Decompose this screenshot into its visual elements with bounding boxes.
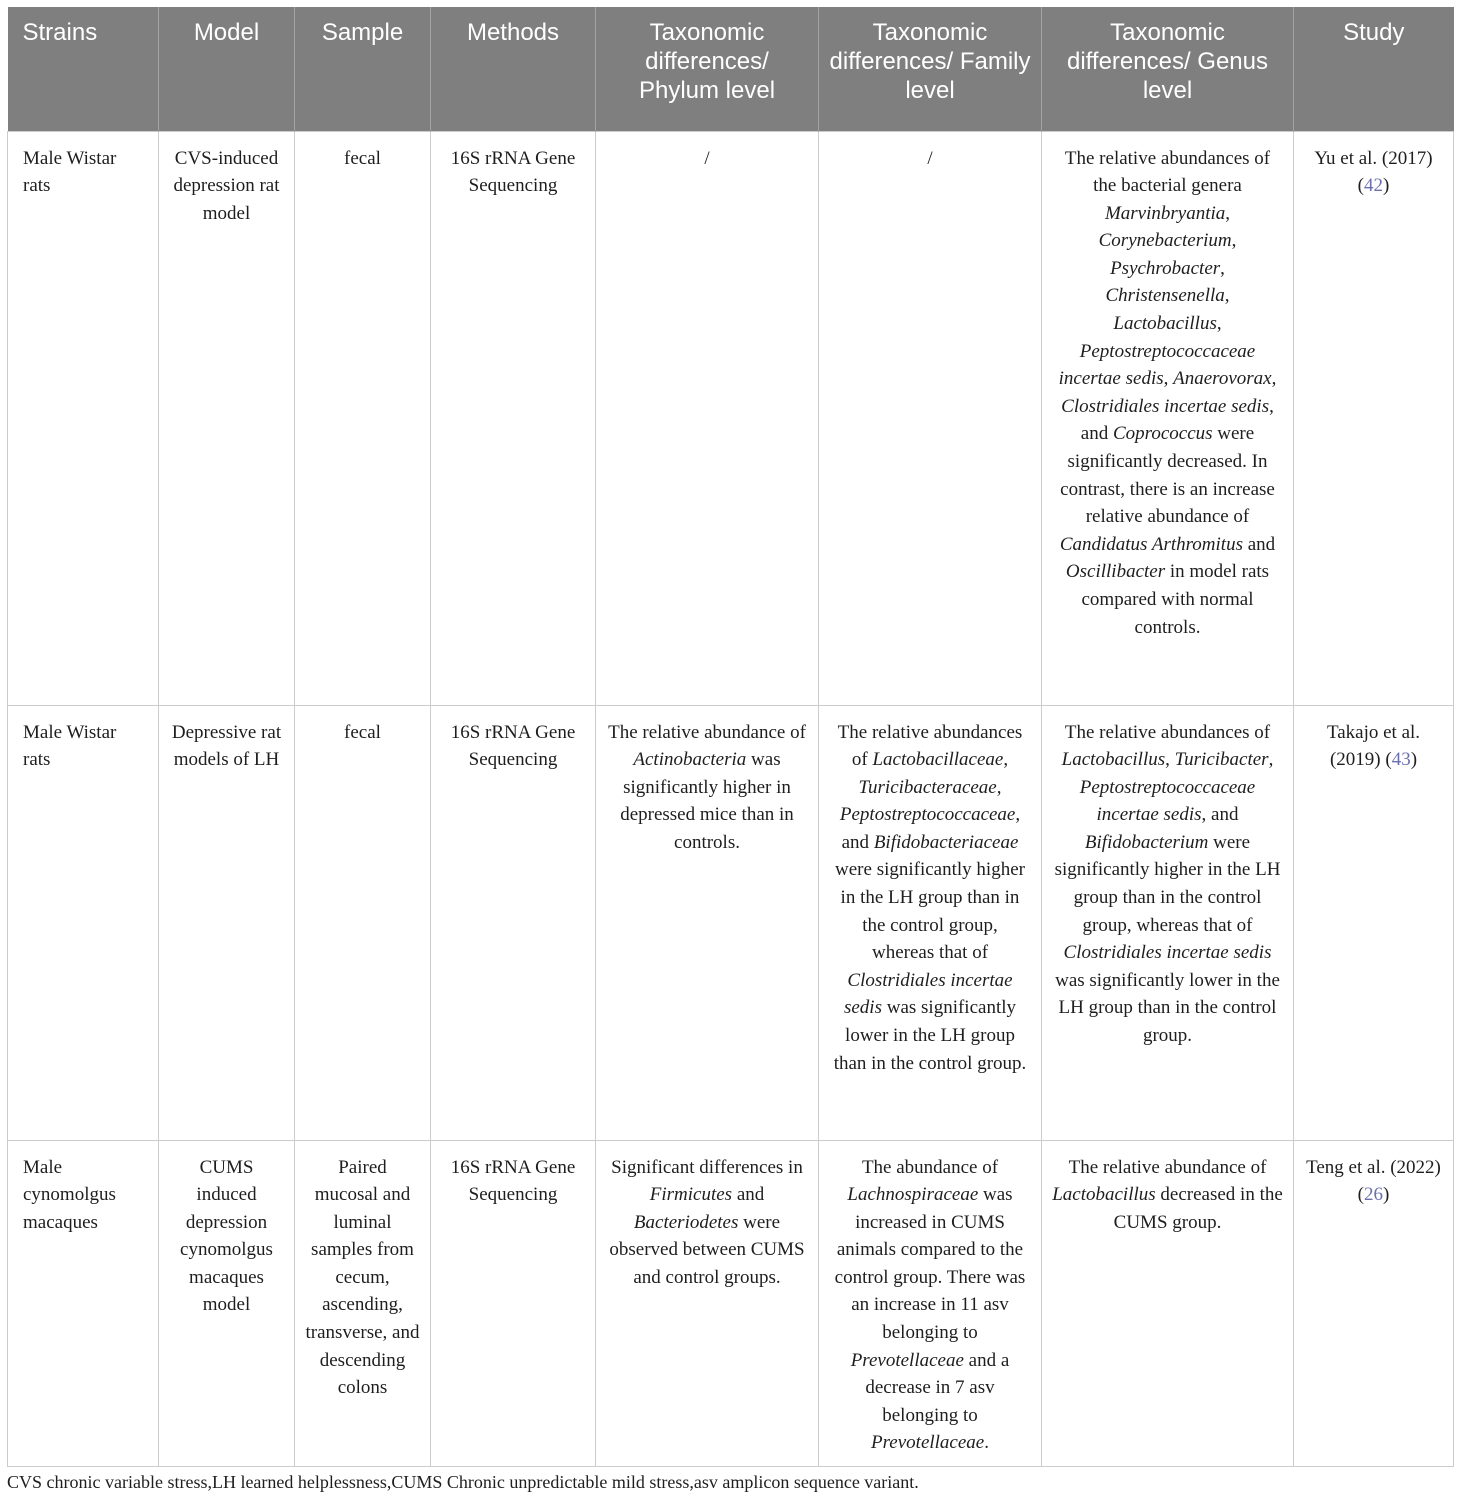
taxon-name: Bifidobacterium	[1084, 831, 1209, 853]
taxonomic-differences-table	[7, 7, 1454, 1467]
taxon-name: Prevotellaceae	[871, 1432, 985, 1454]
taxon-name: Oscillibacter	[1065, 561, 1166, 583]
taxon-name: Marvinbryantia	[1104, 202, 1226, 224]
taxon-name: Peptostreptococcaceae incertae sedis	[1079, 776, 1256, 826]
taxon-name: Candidatus Arthromitus	[1059, 533, 1243, 555]
cell-sample: fecal	[295, 705, 431, 1140]
cell-model: CUMS induced depression cynomolgus macaques model	[159, 1140, 295, 1466]
cell-family: /	[819, 131, 1042, 705]
cell-family: The abundance of Lachnospiraceae was increased in CUMS animals compared to the control group. There was an increase in 11 asv belonging to Prevotellaceae and a decrease in 7 asv belonging to Prevotellaceae.	[819, 1140, 1042, 1466]
cell-sample: fecal	[295, 131, 431, 705]
taxon-name: Lactobacillus	[1113, 313, 1217, 335]
table-row	[8, 1140, 1454, 1466]
taxon-name: Turicibacter	[1174, 749, 1269, 771]
table-footnote: CVS chronic variable stress,LH learned helplessness,CUMS Chronic unpredictable mild stress,asv amplicon sequence variant.	[7, 1472, 919, 1492]
taxon-name: Christensenella	[1105, 285, 1225, 307]
cell-strains: Male cynomolgus macaques	[8, 1140, 159, 1466]
cell-study	[1294, 1140, 1454, 1466]
taxon-name: Firmicutes	[649, 1184, 733, 1206]
taxon-name: Corynebacterium	[1098, 230, 1232, 252]
reference-link[interactable]: 43	[1391, 749, 1411, 771]
study-citation-close: )	[1410, 749, 1418, 771]
cell-genus: The relative abundances of Lactobacillus, Turicibacter, Peptostreptococcaceae incertae sedis, and Bifidobacterium were significantly higher in the LH group than in the control group, whereas that of Clostridiales incertae sedis was significantly lower in the LH group than in the control group.	[1042, 705, 1294, 1140]
cell-genus: The relative abundances of the bacterial genera Marvinbryantia, Corynebacterium, Psychrobacter, Christensenella, Lactobacillus, Peptostreptococcaceae incertae sedis, Anaerovorax, Clostridiales incertae sedis, and Coprococcus were significantly decreased. In contrast, there is an increase relative abundance of Candidatus Arthromitus and Oscillibacter in model rats compared with normal controls.	[1042, 131, 1294, 705]
taxon-name: Clostridiales incertae sedis	[1063, 942, 1272, 964]
cell-methods: 16S rRNA Gene Sequencing	[431, 131, 596, 705]
cell-model: Depressive rat models of LH	[159, 705, 295, 1140]
header-family: Taxonomic differences/ Family level	[819, 7, 1042, 131]
cell-phylum: Significant differences in Firmicutes and Bacteriodetes were observed between CUMS and control groups.	[596, 1140, 819, 1466]
study-citation: Teng et al. (2022) (	[1306, 1156, 1441, 1206]
taxon-name: Lactobacillaceae	[872, 749, 1004, 771]
taxon-name: Peptostreptococcaceae	[839, 804, 1016, 826]
cell-model: CVS-induced depression rat model	[159, 131, 295, 705]
taxon-name: Anaerovorax	[1173, 368, 1272, 390]
study-citation: Yu et al. (2017) (	[1314, 147, 1433, 197]
taxon-name: Actinobacteria	[633, 749, 747, 771]
table-header-row	[8, 7, 1454, 131]
taxon-name: Clostridiales incertae sedis	[843, 969, 1013, 1019]
header-model: Model	[159, 7, 295, 131]
study-citation-close: )	[1383, 175, 1390, 197]
study-citation: Takajo et al. (2019) (	[1326, 721, 1421, 771]
header-genus: Taxonomic differences/ Genus level	[1042, 7, 1294, 131]
cell-methods: 16S rRNA Gene Sequencing	[431, 1140, 596, 1466]
header-phylum: Taxonomic differences/ Phylum level	[596, 7, 819, 131]
taxon-name: Clostridiales incertae sedis	[1061, 395, 1270, 417]
taxon-name: Coprococcus	[1112, 423, 1213, 445]
cell-strains: Male Wistar rats	[8, 131, 159, 705]
taxon-name: Lachnospiraceae	[847, 1184, 979, 1206]
cell-genus: The relative abundance of Lactobacillus decreased in the CUMS group.	[1042, 1140, 1294, 1466]
study-citation-close: )	[1383, 1184, 1390, 1206]
table-row	[8, 131, 1454, 705]
taxon-name: Psychrobacter	[1110, 257, 1221, 279]
taxon-name: Bifidobacteriaceae	[873, 831, 1019, 853]
table-row	[8, 705, 1454, 1140]
taxon-name: Lactobacillus	[1052, 1184, 1156, 1206]
cell-methods: 16S rRNA Gene Sequencing	[431, 705, 596, 1140]
header-methods: Methods	[431, 7, 596, 131]
cell-family: The relative abundances of Lactobacillaceae, Turicibacteraceae, Peptostreptococcaceae, and Bifidobacteriaceae were significantly higher in the LH group than in the control group, whereas that of Clostridiales incertae sedis was significantly lower in the LH group than in the control group.	[819, 705, 1042, 1140]
header-strains: Strains	[8, 7, 159, 131]
header-sample: Sample	[295, 7, 431, 131]
cell-phylum: /	[596, 131, 819, 705]
taxon-name: Bacteriodetes	[633, 1211, 739, 1233]
cell-study	[1294, 705, 1454, 1140]
taxon-name: Lactobacillus	[1061, 749, 1166, 771]
cell-study	[1294, 131, 1454, 705]
taxon-name: Peptostreptococcaceae incertae sedis	[1058, 340, 1256, 390]
reference-link[interactable]: 42	[1364, 175, 1383, 197]
taxon-name: Prevotellaceae	[850, 1349, 964, 1371]
reference-link[interactable]: 26	[1364, 1184, 1383, 1206]
cell-strains: Male Wistar rats	[8, 705, 159, 1140]
cell-phylum: The relative abundance of Actinobacteria was significantly higher in depressed mice than in controls.	[596, 705, 819, 1140]
cell-sample: Paired mucosal and luminal samples from cecum, ascending, transverse, and descending colons	[295, 1140, 431, 1466]
header-study: Study	[1294, 7, 1454, 131]
taxon-name: Turicibacteraceae	[858, 776, 997, 798]
